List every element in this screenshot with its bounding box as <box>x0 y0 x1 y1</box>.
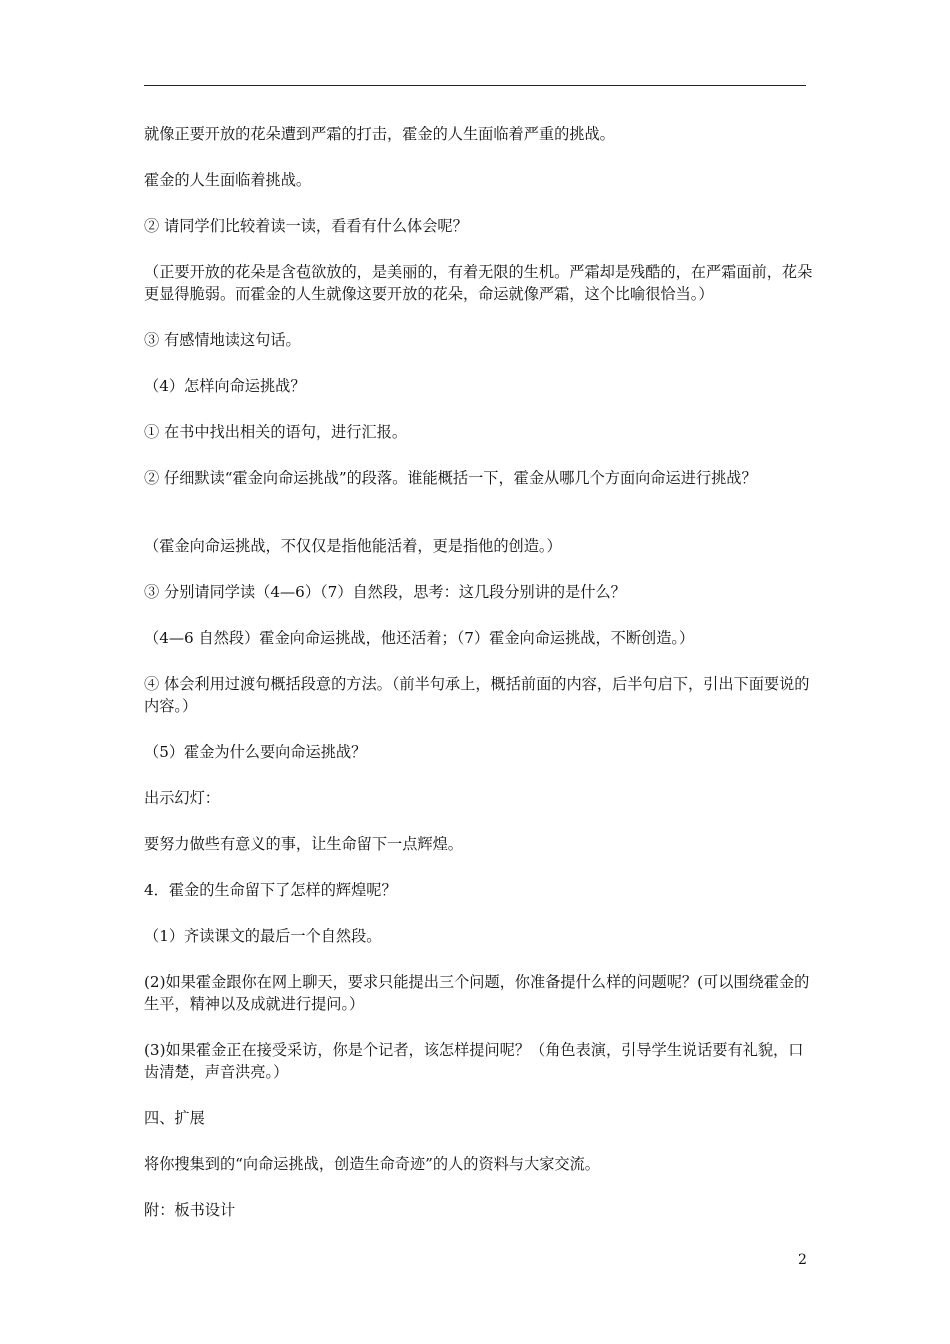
paragraph: ④ 体会利用过渡句概括段意的方法。（前半句承上，概括前面的内容，后半句启下，引出下面要说的内容。） <box>144 675 810 715</box>
paragraph: 霍金的人生面临着挑战。 <box>144 171 312 189</box>
paragraph: ② 仔细默读“霍金向命运挑战”的段落。谁能概括一下，霍金从哪几个方面向命运进行挑战？ <box>144 469 757 487</box>
paragraph: ③ 有感情地读这句话。 <box>144 331 301 349</box>
paragraph: 将你搜集到的“向命运挑战，创造生命奇迹”的人的资料与大家交流。 <box>144 1155 600 1173</box>
document-body <box>144 123 814 1245</box>
paragraph: ① 在书中找出相关的语句，进行汇报。 <box>144 423 408 441</box>
section-heading: 四、扩展 <box>144 1109 205 1127</box>
paragraph: 附：板书设计 <box>144 1201 236 1219</box>
paragraph: （霍金向命运挑战，不仅仅是指他能活着，更是指他的创造。） <box>144 537 562 555</box>
paragraph: (2)如果霍金跟你在网上聊天，要求只能提出三个问题，你准备提什么样的问题呢？(可以围绕霍金的生平，精神以及成就进行提问。） <box>144 973 810 1013</box>
paragraph: 4．霍金的生命留下了怎样的辉煌呢？ <box>144 881 397 899</box>
page-number: 2 <box>798 1252 807 1268</box>
paragraph: 要努力做些有意义的事，让生命留下一点辉煌。 <box>144 835 463 853</box>
paragraph: ③ 分别请同学读（4—6）（7）自然段，思考：这几段分别讲的是什么？ <box>144 583 626 601</box>
paragraph: （4）怎样向命运挑战？ <box>144 377 306 395</box>
paragraph: 出示幻灯： <box>144 789 220 807</box>
paragraph: ② 请同学们比较着读一读，看看有什么体会呢？ <box>144 217 468 235</box>
paragraph: （4—6 自然段）霍金向命运挑战，他还活着；（7）霍金向命运挑战，不断创造。） <box>144 629 695 647</box>
paragraph: （正要开放的花朵是含苞欲放的，是美丽的，有着无限的生机。严霜却是残酷的，在严霜面前，花朵更显得脆弱。而霍金的人生就像这要开放的花朵，命运就像严霜，这个比喻很恰当。） <box>144 263 813 303</box>
header-rule <box>144 85 806 86</box>
paragraph: （1）齐读课文的最后一个自然段。 <box>144 927 382 945</box>
paragraph: 就像正要开放的花朵遭到严霜的打击，霍金的人生面临着严重的挑战。 <box>144 125 615 143</box>
paragraph: (3)如果霍金正在接受采访，你是个记者，该怎样提问呢？（角色表演，引导学生说话要有礼貌，口齿清楚，声音洪亮。） <box>144 1041 804 1081</box>
paragraph: （5）霍金为什么要向命运挑战？ <box>144 743 367 761</box>
